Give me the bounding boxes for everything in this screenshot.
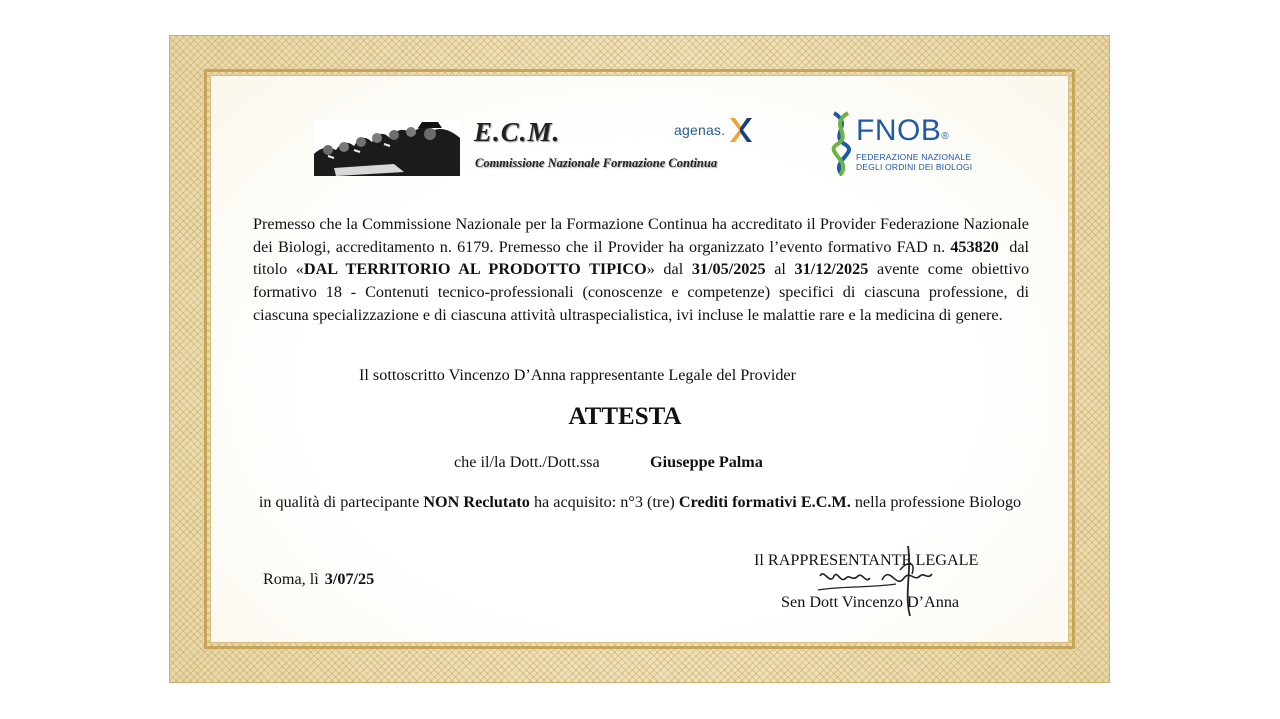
attesta-heading: ATTESTA <box>568 403 682 430</box>
signer-name: Sen Dott Vincenzo D’Anna <box>781 593 960 611</box>
qualita-text-1: in qualità di partecipante <box>258 493 420 511</box>
place-date <box>263 570 374 589</box>
date-from: 31/05/2025 <box>691 260 766 279</box>
legal-representative-label: Il RAPPRESENTANTE LEGALE <box>754 551 979 569</box>
event-title: DAL TERRITORIO AL PRODOTTO TIPICO <box>303 260 647 279</box>
agenas-logo <box>674 116 756 144</box>
premesso-paragraph <box>253 213 1029 327</box>
qualita-text-3: nella professione Biologo <box>854 493 1022 511</box>
agenas-wordmark: agenas. <box>674 122 726 138</box>
sottoscritto-line: Il sottoscritto Vincenzo D’Anna rappresentante Legale del Provider <box>359 366 796 384</box>
ecm-anatomy-lesson-logo <box>314 120 460 176</box>
issue-date: 3/07/25 <box>324 570 375 588</box>
credits-label: Crediti formativi E.C.M. <box>678 493 851 511</box>
qualita-text-2: ha acquisito: n°3 (tre) <box>533 493 675 511</box>
premesso-text-5: avente come obiettivo formativo 18 - Contenuti tecnico-professionali (conoscenze e competenze) specifici di ciascuna professione, di ciascuna specializzazione e di ciascuna attività ultraspecialistica, ivi incluse le malattie rare e la medicina di genere. <box>253 260 1030 324</box>
qualita-paragraph <box>240 491 1040 513</box>
date-to: 31/12/2025 <box>794 260 869 279</box>
premesso-text-3: » dal <box>646 260 684 279</box>
premesso-text: Premesso che la Commissione Nazionale per la Formazione Continua ha accreditato il Provider Federazione Nazionale dei Biologi, accreditamento n. 6179. Premesso che il Provider ha organizzato l’evento formativo FAD n. <box>253 215 1029 256</box>
fnob-subtitle <box>856 152 972 172</box>
ecm-subtitle: Commissione Nazionale Formazione Continua <box>475 156 718 170</box>
handwritten-signature <box>800 540 960 620</box>
ecm-title: E.C.M. <box>474 117 561 147</box>
fnob-sub-line1: FEDERAZIONE NAZIONALE <box>856 152 972 162</box>
fnob-sub-line2: DEGLI ORDINI DEI BIOLOGI <box>856 162 973 172</box>
premesso-text-4: al <box>774 260 786 279</box>
participant-name: Giuseppe Palma <box>650 453 763 471</box>
agenas-mark-icon <box>726 116 756 144</box>
premesso-text-2: dal titolo « <box>253 237 1030 279</box>
event-number: 453820 <box>950 237 999 256</box>
dott-label: che il/la Dott./Dott.ssa <box>454 453 600 471</box>
place-label: Roma, lì <box>263 570 319 588</box>
participant-status: NON Reclutato <box>423 493 530 511</box>
fnob-registered-mark: ® <box>941 131 950 142</box>
dna-helix-icon <box>828 111 854 177</box>
fnob-title <box>856 113 949 149</box>
fnob-wordmark: FNOB <box>856 114 942 147</box>
